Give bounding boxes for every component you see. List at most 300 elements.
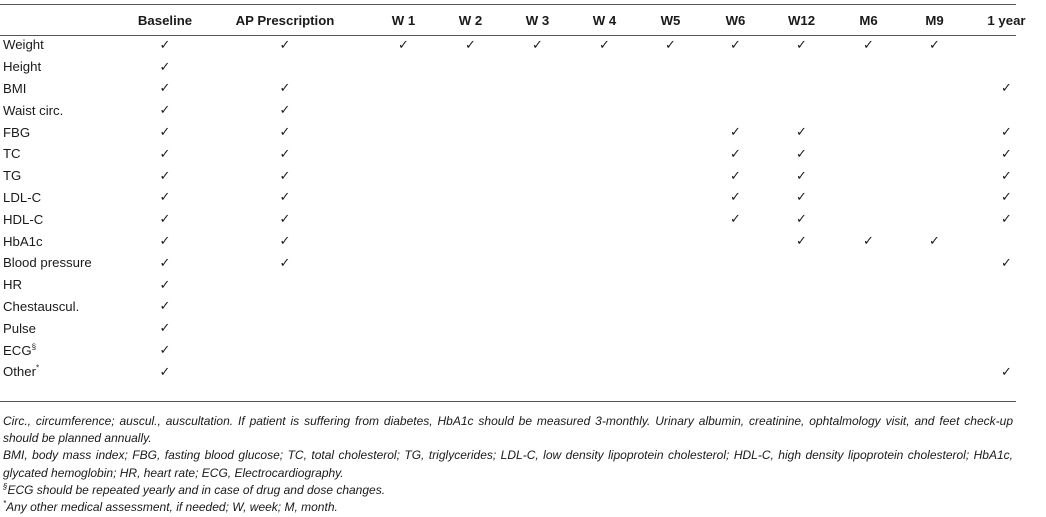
check-cell (835, 78, 902, 100)
check-cell (370, 317, 437, 339)
check-cell (370, 252, 437, 274)
check-mark-icon: ✓ (159, 190, 171, 206)
table-row (0, 252, 1046, 274)
check-cell (370, 339, 437, 361)
check-cell (504, 296, 571, 318)
check-cell (437, 165, 504, 187)
check-cell (768, 165, 835, 187)
check-cell (768, 317, 835, 339)
check-cell (571, 187, 638, 209)
check-cell (638, 99, 703, 121)
check-mark-icon: ✓ (1001, 255, 1012, 271)
check-cell (768, 56, 835, 78)
check-mark-icon: ✓ (159, 255, 171, 271)
check-mark-icon: ✓ (796, 234, 807, 250)
check-cell (437, 230, 504, 252)
check-mark-icon: ✓ (279, 190, 291, 206)
footnote-other-text: Any other medical assessment, if needed; W, week; M, month. (6, 500, 338, 515)
check-cell (200, 99, 370, 121)
check-cell (768, 339, 835, 361)
check-cell (703, 208, 768, 230)
check-mark-icon: ✓ (159, 299, 171, 315)
table-row (0, 274, 1046, 296)
check-mark-icon: ✓ (863, 234, 874, 250)
check-mark-icon: ✓ (730, 37, 741, 53)
row-label-text: FBG (3, 124, 31, 140)
check-cell (835, 99, 902, 121)
row-label (0, 78, 130, 100)
check-cell (967, 230, 1046, 252)
check-cell (130, 252, 200, 274)
table-row (0, 34, 1046, 56)
table-row (0, 339, 1046, 361)
check-cell (768, 99, 835, 121)
row-label-text: Waist circ. (3, 102, 64, 118)
check-cell (437, 208, 504, 230)
check-cell (370, 78, 437, 100)
check-cell (370, 296, 437, 318)
check-mark-icon: ✓ (796, 37, 807, 53)
check-cell (504, 317, 571, 339)
table-row (0, 165, 1046, 187)
check-cell (835, 296, 902, 318)
check-cell (835, 187, 902, 209)
check-cell (571, 99, 638, 121)
check-cell (768, 274, 835, 296)
header-m9: M9 (925, 12, 944, 28)
check-cell (130, 296, 200, 318)
check-cell (835, 252, 902, 274)
check-cell (130, 143, 200, 165)
check-cell (835, 339, 902, 361)
check-cell (504, 143, 571, 165)
footnote-abbreviations: Circ., circumference; auscul., auscultation. If patient is suffering from diabetes, HbA1c should be measured 3-monthly. Urinary albumin, creatinine, ophtalmology visit, and feet check-up should be planned annually. (3, 414, 1013, 446)
check-mark-icon: ✓ (730, 168, 741, 184)
footnote-ecg-text: ECG should be repeated yearly and in case of drug and dose changes. (7, 482, 386, 497)
check-cell (571, 339, 638, 361)
check-cell (835, 143, 902, 165)
check-mark-icon: ✓ (1001, 168, 1012, 184)
check-mark-icon: ✓ (398, 37, 409, 53)
footnote-definitions: BMI, body mass index; FBG, fasting blood glucose; TC, total cholesterol; TG, triglycerides; LDL-C, low density lipoprotein cholesterol; HDL-C, high density lipoprotein cholesterol; HbA1c, glycated hemoglobin; HR, heart rate; ECG, Electrocardiography. (3, 448, 1013, 480)
row-label-text: ECG (3, 342, 32, 358)
table-row (0, 230, 1046, 252)
check-cell (835, 34, 902, 56)
check-cell (200, 121, 370, 143)
check-cell (703, 56, 768, 78)
check-mark-icon: ✓ (863, 37, 874, 53)
check-cell (638, 317, 703, 339)
check-mark-icon: ✓ (159, 234, 171, 250)
check-cell (130, 99, 200, 121)
check-cell (638, 339, 703, 361)
check-cell (200, 274, 370, 296)
check-cell (571, 296, 638, 318)
table-row (0, 361, 1046, 383)
check-cell (437, 252, 504, 274)
check-mark-icon: ✓ (279, 125, 291, 141)
check-cell (638, 143, 703, 165)
check-cell (370, 208, 437, 230)
check-cell (967, 208, 1046, 230)
header-w3: W 3 (525, 12, 550, 28)
check-cell (967, 34, 1046, 56)
check-mark-icon: ✓ (532, 37, 543, 53)
check-cell (504, 252, 571, 274)
check-cell (200, 296, 370, 318)
check-cell (571, 121, 638, 143)
check-cell (768, 143, 835, 165)
check-cell (638, 187, 703, 209)
check-cell (200, 165, 370, 187)
check-cell (902, 230, 967, 252)
check-cell (768, 34, 835, 56)
check-mark-icon: ✓ (1001, 190, 1012, 206)
check-mark-icon: ✓ (159, 59, 171, 75)
check-cell (902, 99, 967, 121)
header-w5: W5 (660, 12, 681, 28)
check-mark-icon: ✓ (1001, 364, 1012, 380)
check-cell (967, 274, 1046, 296)
check-cell (437, 361, 504, 383)
check-cell (504, 274, 571, 296)
check-mark-icon: ✓ (465, 37, 476, 53)
check-cell (638, 361, 703, 383)
check-mark-icon: ✓ (665, 37, 676, 53)
check-cell (200, 208, 370, 230)
check-cell (200, 252, 370, 274)
check-cell (504, 187, 571, 209)
check-cell (902, 78, 967, 100)
check-cell (768, 208, 835, 230)
check-cell (370, 274, 437, 296)
check-cell (967, 78, 1046, 100)
check-cell (835, 317, 902, 339)
check-mark-icon: ✓ (730, 190, 741, 206)
check-cell (638, 274, 703, 296)
check-cell (638, 296, 703, 318)
check-cell (504, 78, 571, 100)
check-cell (504, 361, 571, 383)
check-cell (370, 187, 437, 209)
check-mark-icon: ✓ (159, 343, 171, 359)
check-cell (835, 361, 902, 383)
check-cell (902, 252, 967, 274)
check-cell (902, 56, 967, 78)
check-cell (967, 121, 1046, 143)
check-cell (437, 296, 504, 318)
check-cell (130, 165, 200, 187)
row-label (0, 56, 130, 78)
row-label-text: TG (3, 168, 22, 184)
check-cell (571, 317, 638, 339)
section-mark: § (3, 481, 8, 491)
check-mark-icon: ✓ (1001, 81, 1012, 97)
check-cell (703, 121, 768, 143)
check-cell (200, 143, 370, 165)
check-mark-icon: ✓ (929, 37, 940, 53)
check-mark-icon: ✓ (159, 103, 171, 119)
check-cell (703, 339, 768, 361)
check-mark-icon: ✓ (159, 125, 171, 141)
check-cell (130, 121, 200, 143)
check-cell (200, 230, 370, 252)
check-cell (967, 187, 1046, 209)
check-mark-icon: ✓ (279, 168, 291, 184)
row-label (0, 230, 130, 252)
check-cell (200, 361, 370, 383)
check-cell (571, 361, 638, 383)
row-label (0, 296, 130, 318)
row-label-text: HbA1c (3, 233, 43, 249)
row-label-text: BMI (3, 80, 27, 96)
check-cell (504, 208, 571, 230)
check-cell (703, 187, 768, 209)
check-cell (902, 165, 967, 187)
check-mark-icon: ✓ (159, 212, 171, 228)
check-mark-icon: ✓ (159, 364, 171, 380)
check-cell (638, 121, 703, 143)
check-cell (437, 317, 504, 339)
check-cell (768, 78, 835, 100)
bottom-rule (0, 401, 1016, 402)
check-cell (437, 34, 504, 56)
check-cell (504, 165, 571, 187)
table-row (0, 317, 1046, 339)
check-mark-icon: ✓ (279, 37, 291, 53)
check-mark-icon: ✓ (796, 125, 807, 141)
check-mark-icon: ✓ (159, 277, 171, 293)
header-baseline: Baseline (137, 12, 193, 28)
check-mark-icon: ✓ (1001, 212, 1012, 228)
check-cell (638, 34, 703, 56)
check-cell (835, 230, 902, 252)
row-label-text: Pulse (3, 320, 36, 336)
header-corner (0, 6, 130, 34)
check-cell (571, 143, 638, 165)
table-row (0, 78, 1046, 100)
check-mark-icon: ✓ (1001, 125, 1012, 141)
check-cell (902, 187, 967, 209)
check-cell (571, 78, 638, 100)
row-label (0, 121, 130, 143)
check-cell (638, 230, 703, 252)
check-mark-icon: ✓ (730, 212, 741, 228)
table-row (0, 143, 1046, 165)
check-cell (571, 56, 638, 78)
check-cell (768, 121, 835, 143)
check-cell (768, 296, 835, 318)
check-cell (504, 339, 571, 361)
check-cell (571, 274, 638, 296)
check-cell (504, 56, 571, 78)
check-cell (638, 56, 703, 78)
row-label-superscript: * (35, 363, 40, 373)
row-label-text: LDL-C (3, 189, 42, 205)
check-cell (571, 208, 638, 230)
check-cell (902, 208, 967, 230)
check-cell (768, 230, 835, 252)
check-cell (370, 230, 437, 252)
check-cell (638, 165, 703, 187)
check-mark-icon: ✓ (1001, 146, 1012, 162)
table-footnotes (3, 413, 1013, 516)
check-cell (967, 99, 1046, 121)
check-mark-icon: ✓ (159, 168, 171, 184)
check-cell (638, 208, 703, 230)
header-m6: M6 (859, 12, 878, 28)
header-w6: W6 (725, 12, 746, 28)
check-cell (571, 230, 638, 252)
row-label (0, 99, 130, 121)
row-label (0, 187, 130, 209)
check-cell (703, 252, 768, 274)
check-cell (437, 187, 504, 209)
check-cell (130, 208, 200, 230)
check-cell (638, 252, 703, 274)
header-w1: W 1 (391, 12, 416, 28)
asterisk-mark: * (3, 499, 7, 509)
check-cell (130, 339, 200, 361)
header-w2: W 2 (458, 12, 483, 28)
row-label (0, 274, 130, 296)
check-cell (967, 56, 1046, 78)
check-cell (370, 143, 437, 165)
row-label (0, 165, 130, 187)
check-cell (437, 121, 504, 143)
check-mark-icon: ✓ (730, 125, 741, 141)
check-cell (571, 165, 638, 187)
check-mark-icon: ✓ (796, 212, 807, 228)
check-cell (504, 99, 571, 121)
row-label (0, 252, 130, 274)
check-cell (703, 296, 768, 318)
check-cell (130, 78, 200, 100)
check-cell (967, 143, 1046, 165)
check-mark-icon: ✓ (279, 81, 291, 97)
check-cell (200, 317, 370, 339)
table-row (0, 99, 1046, 121)
check-cell (902, 361, 967, 383)
row-label (0, 34, 130, 56)
check-cell (703, 34, 768, 56)
row-label-text: HDL-C (3, 211, 44, 227)
check-mark-icon: ✓ (599, 37, 610, 53)
header-ap-prescription: AP Prescription (235, 12, 335, 28)
check-cell (835, 165, 902, 187)
check-cell (967, 339, 1046, 361)
row-label-text: Height (3, 59, 42, 75)
check-cell (370, 121, 437, 143)
check-mark-icon: ✓ (279, 212, 291, 228)
check-cell (835, 208, 902, 230)
check-cell (835, 56, 902, 78)
check-mark-icon: ✓ (279, 103, 291, 119)
check-cell (967, 252, 1046, 274)
check-cell (967, 296, 1046, 318)
check-cell (200, 187, 370, 209)
check-mark-icon: ✓ (279, 234, 291, 250)
check-cell (437, 339, 504, 361)
check-cell (703, 143, 768, 165)
check-cell (130, 34, 200, 56)
check-cell (437, 143, 504, 165)
check-cell (437, 274, 504, 296)
row-label-superscript: § (31, 342, 37, 352)
row-label-text: Chestauscul. (3, 298, 80, 314)
check-mark-icon: ✓ (730, 146, 741, 162)
row-label-text: Blood pressure (3, 255, 92, 271)
header-1-year: 1 year (987, 12, 1026, 28)
check-cell (571, 34, 638, 56)
check-cell (130, 230, 200, 252)
check-cell (370, 34, 437, 56)
check-cell (370, 361, 437, 383)
check-mark-icon: ✓ (929, 234, 940, 250)
check-mark-icon: ✓ (796, 146, 807, 162)
check-cell (504, 121, 571, 143)
check-mark-icon: ✓ (796, 168, 807, 184)
check-cell (768, 187, 835, 209)
footnote-other (3, 499, 1013, 516)
row-label-text: HR (3, 277, 23, 293)
check-cell (437, 78, 504, 100)
row-label (0, 143, 130, 165)
check-cell (130, 56, 200, 78)
check-cell (902, 296, 967, 318)
row-label (0, 361, 130, 383)
check-cell (902, 339, 967, 361)
row-label (0, 317, 130, 339)
check-cell (504, 34, 571, 56)
table-row (0, 121, 1046, 143)
check-cell (571, 252, 638, 274)
check-cell (504, 230, 571, 252)
row-label (0, 339, 130, 361)
check-cell (638, 78, 703, 100)
check-cell (130, 187, 200, 209)
top-rule (0, 4, 1016, 5)
check-mark-icon: ✓ (279, 146, 291, 162)
check-cell (437, 99, 504, 121)
header-w12: W12 (787, 12, 816, 28)
monitoring-schedule-table (0, 6, 1046, 383)
check-cell (902, 34, 967, 56)
check-mark-icon: ✓ (279, 255, 291, 271)
check-cell (967, 361, 1046, 383)
check-cell (200, 56, 370, 78)
check-cell (835, 121, 902, 143)
check-cell (703, 78, 768, 100)
check-cell (835, 274, 902, 296)
row-label-text: TC (3, 146, 21, 162)
check-mark-icon: ✓ (159, 37, 171, 53)
header-row (0, 6, 1046, 34)
footnote-ecg (3, 482, 1013, 499)
check-mark-icon: ✓ (159, 146, 171, 162)
check-cell (703, 165, 768, 187)
table-row (0, 296, 1046, 318)
check-cell (437, 56, 504, 78)
check-cell (703, 317, 768, 339)
check-cell (703, 99, 768, 121)
check-cell (768, 252, 835, 274)
check-cell (370, 56, 437, 78)
table-body (0, 34, 1046, 383)
check-mark-icon: ✓ (159, 81, 171, 97)
header-w4: W 4 (592, 12, 617, 28)
check-cell (130, 274, 200, 296)
